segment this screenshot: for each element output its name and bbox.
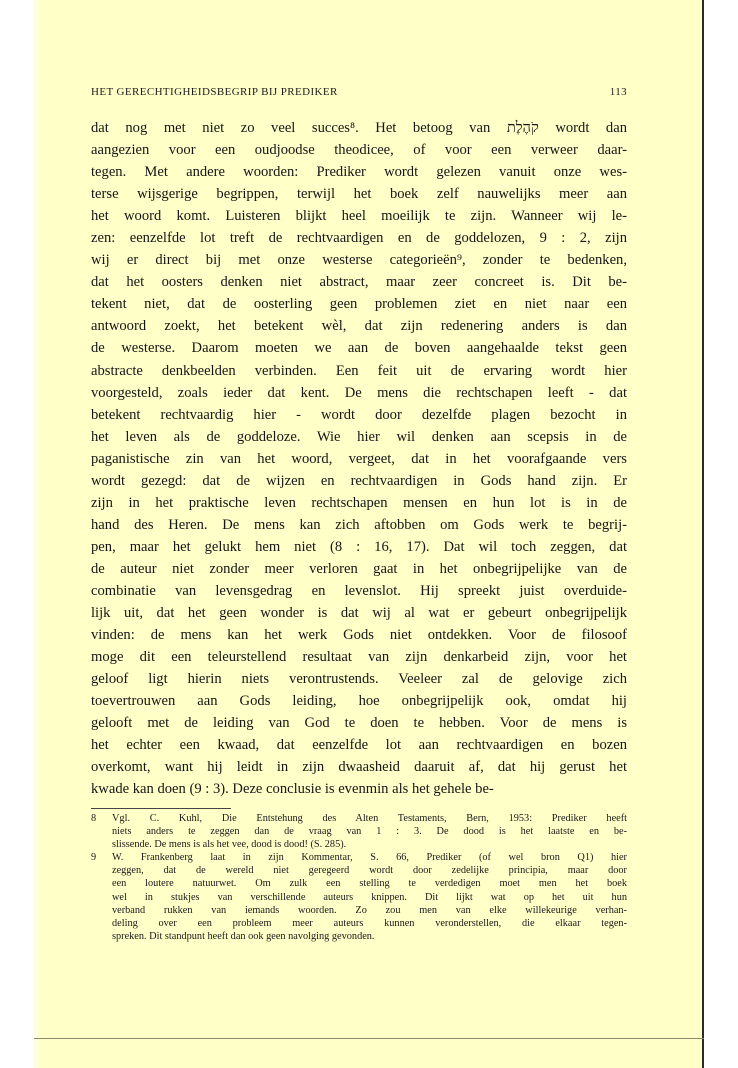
body-line: zijn in het praktische leven rechtschapen mensen en hun lot is in de xyxy=(91,494,627,511)
body-line: wordt gezegd: dat de wijzen en rechtvaardigen in Gods hand zijn. Er xyxy=(91,472,627,489)
body-line: de westerse. Daarom moeten we aan de boven aangehaalde tekst geen xyxy=(91,340,627,357)
body-line: geloof ligt hierin niets verontrustends. Veeleer zal de gelovige zich xyxy=(91,671,627,688)
body-line: de auteur niet zonder meer verloren gaat in het onbegrijpelijke van de xyxy=(91,560,627,577)
body-line: gelooft met de leiding van God te doen te hebben. Voor de mens is xyxy=(91,715,627,732)
footnote-line: slissende. De mens is als het vee, dood is dood! (S. 285). xyxy=(112,839,347,851)
footnote-8 xyxy=(91,812,627,851)
page-bottom-edge xyxy=(34,1038,704,1039)
body-line: het echter een kwaad, dat eenzelfde lot aan rechtvaardigen en bozen xyxy=(91,737,627,754)
body-line: terse wijsgerige begrippen, terwijl het boek zelf nauwelijks meer aan xyxy=(91,186,627,203)
footnote-number: 8 xyxy=(91,813,97,824)
body-line: tekent niet, dat de oosterling geen problemen ziet en niet naar een xyxy=(91,296,627,313)
footnote-line: zeggen, dat de wereld niet geregeerd wordt door zedelijke principia, maar door xyxy=(112,865,627,877)
body-line: abstracte denkbeelden verbinden. Een feit uit de ervaring wordt hier xyxy=(91,362,627,379)
body-line: pen, maar het gelukt hem niet (8 : 16, 17). Dat wil toch zeggen, dat xyxy=(91,538,627,555)
body-line: kwade kan doen (9 : 3). Deze conclusie is evenmin als het gehele be- xyxy=(91,781,494,798)
footnote-line: een loutere natuurwet. Om zulk een stelling te verdedigen moet men het boek xyxy=(112,878,627,890)
body-line: toevertrouwen aan Gods leiding, hoe onbegrijpelijk ook, omdat hij xyxy=(91,693,627,710)
footnote-number: 9 xyxy=(91,852,97,864)
body-line: paganistische zin van het woord, vergeet, dat in het voorafgaande vers xyxy=(91,450,627,467)
running-header xyxy=(91,86,627,102)
body-line: vinden: de mens kan het werk Gods niet ontdekken. Voor de filosoof xyxy=(91,627,627,644)
body-line: aangezien voor een oudjoodse theodicee, of voor een verweer daar- xyxy=(91,142,627,159)
body-line: het woord komt. Luisteren blijkt heel moeilijk te zijn. Wanneer wij le- xyxy=(91,208,627,225)
body-line: dat het oosters denken niet abstract, maar zeer concreet is. Dit be- xyxy=(91,274,627,291)
footnote-9 xyxy=(91,851,627,943)
footnotes xyxy=(91,812,627,943)
body-text xyxy=(91,117,627,800)
footnote-rule xyxy=(91,808,231,809)
body-line: hand des Heren. De mens kan zich aftobben om Gods werk te begrij- xyxy=(91,516,627,533)
page-left-edge xyxy=(34,0,40,1068)
body-line: moge dit een teleurstellend resultaat van zijn denkarbeid zijn, voor het xyxy=(91,649,627,666)
body-line: antwoord zoekt, het betekent wèl, dat zijn redenering anders is dan xyxy=(91,318,627,335)
footnote-line: niets anders te zeggen dan de vraag van 1 : 3. De dood is het laatste en be- xyxy=(112,826,627,838)
footnote-line: Vgl. C. Kuhl, Die Entstehung des Alten Testaments, Bern, 1953: Prediker heeft xyxy=(112,813,627,824)
running-title: HET GERECHTIGHEIDSBEGRIP BIJ PREDIKER xyxy=(91,86,338,98)
footnote-line: verband rukken van iemands woorden. Zo zou men van elke willekeurige verhan- xyxy=(112,904,627,916)
body-line: combinatie van levensgedrag en levenslot. Hij spreekt juist overduide- xyxy=(91,582,627,599)
page-number: 113 xyxy=(609,86,627,98)
body-line: dat nog met niet zo veel succes⁸. Het betoog van קֹהֶלֶת wordt dan xyxy=(91,120,627,136)
footnote-line: deling over een probleem meer auteurs kunnen veronderstellen, die elkaar tegen- xyxy=(112,917,627,929)
body-line: zen: eenzelfde lot treft de rechtvaardigen en de goddelozen, 9 : 2, zijn xyxy=(91,230,627,247)
body-line: overkomt, want hij leidt in zijn dwaasheid daaruit af, dat hij gerust het xyxy=(91,759,627,776)
body-line: voorgesteld, zoals ieder dat kent. De mens die rechtschapen leeft - dat xyxy=(91,384,627,401)
body-line: wij er direct bij met onze westerse categorieën⁹, zonder te bedenken, xyxy=(91,252,627,269)
footnote-line: spreken. Dit standpunt heeft dan ook geen navolging gevonden. xyxy=(112,930,375,942)
body-line: tegen. Met andere woorden: Prediker wordt gelezen vanuit onze wes- xyxy=(91,164,627,181)
body-line: lijk uit, dat het geen wonder is dat wij al wat er gebeurt onbegrijpelijk xyxy=(91,605,627,622)
body-line: het leven als de goddeloze. Wie hier wil denken aan scepsis in de xyxy=(91,428,627,445)
footnote-line: wel in stukjes van verschillende auteurs knippen. Dit lijkt wat op het uit hun xyxy=(112,891,627,903)
footnote-line: W. Frankenberg laat in zijn Kommentar, S. 66, Prediker (of wel bron Q1) hier xyxy=(112,852,627,864)
body-line: betekent rechtvaardig hier - wordt door dezelfde plagen bezocht in xyxy=(91,406,627,423)
